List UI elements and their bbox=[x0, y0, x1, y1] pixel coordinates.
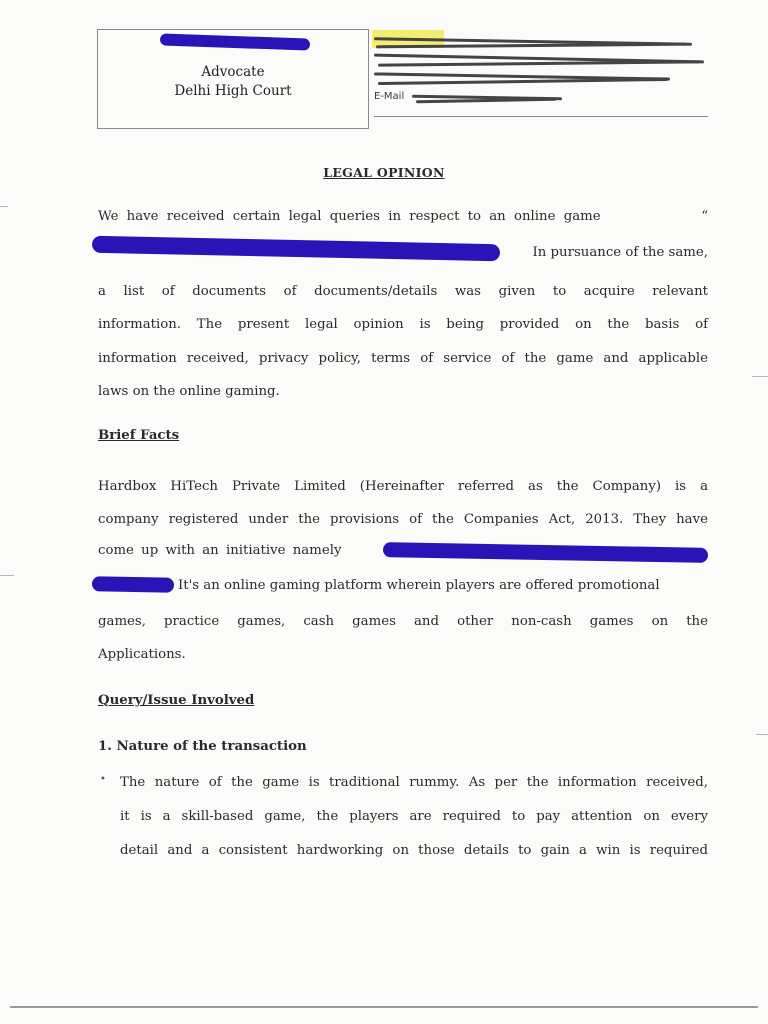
bullet-icon: • bbox=[100, 774, 106, 785]
margin-mark-left-1 bbox=[0, 206, 8, 207]
facts-text-4: It's an online gaming platform wherein players are offered promotional bbox=[178, 578, 660, 593]
intro-text-4: information. The present legal opinion is being provided on the basis of bbox=[98, 317, 708, 333]
redacted-name bbox=[160, 33, 310, 50]
email-label: E-Mail bbox=[374, 91, 405, 102]
contact-block bbox=[374, 34, 714, 106]
contact-row-email bbox=[374, 88, 714, 106]
facts-text-2: company registered under the provisions of the Companies Act, 2013. They have bbox=[98, 512, 708, 528]
quote-mark: “ bbox=[701, 209, 708, 224]
intro-text-5: information received, privacy policy, terms of service of the game and applicable bbox=[98, 350, 708, 366]
facts-text-6: Applications. bbox=[98, 647, 186, 663]
brief-facts-paragraph-top bbox=[98, 470, 708, 537]
intro-text-6: laws on the online gaming. bbox=[98, 383, 280, 399]
intro-text-3: a list of documents of documents/details was given to acquire relevant bbox=[98, 284, 708, 299]
page-title: LEGAL OPINION bbox=[323, 165, 445, 180]
intro-line-1 bbox=[98, 209, 708, 224]
nature-text-2: it is a skill-based game, the players are required to pay attention on every bbox=[120, 809, 708, 824]
nature-text-3: detail and a consistent hardworking on those details to gain a win is required bbox=[120, 843, 708, 858]
page-bottom-edge bbox=[10, 1006, 758, 1008]
nature-paragraph bbox=[120, 766, 708, 868]
intro-text-1: We have received certain legal queries in respect to an online game bbox=[98, 209, 601, 224]
margin-mark-left-2 bbox=[0, 575, 14, 576]
section-heading-query: Query/Issue Involved bbox=[98, 693, 255, 708]
intro-line-2: In pursuance of the same, bbox=[532, 245, 708, 260]
intro-paragraph bbox=[98, 275, 708, 408]
letterhead-box bbox=[97, 29, 369, 129]
letterhead-rule bbox=[374, 116, 708, 117]
contact-row-2 bbox=[374, 52, 714, 70]
letterhead-court: Delhi High Court bbox=[174, 83, 292, 99]
margin-mark-right-1 bbox=[752, 376, 768, 377]
redacted-initiative-name bbox=[383, 542, 708, 563]
nature-text-1: The nature of the game is traditional rummy. As per the information received, bbox=[120, 775, 708, 790]
section-heading-brief-facts: Brief Facts bbox=[98, 428, 180, 443]
redacted-game-name bbox=[92, 236, 500, 262]
item-heading-nature: 1. Nature of the transaction bbox=[98, 739, 307, 754]
facts-text-5: games, practice games, cash games and other non-cash games on the bbox=[98, 614, 708, 629]
facts-text-3: come up with an initiative namely bbox=[98, 543, 342, 558]
letterhead-title: Advocate bbox=[201, 64, 265, 80]
contact-row-3 bbox=[374, 70, 714, 88]
margin-mark-right-2 bbox=[756, 734, 768, 735]
facts-text-1: Hardbox HiTech Private Limited (Hereinafter referred as the Company) is a bbox=[98, 479, 708, 494]
redacted-initiative-name-2 bbox=[92, 576, 174, 592]
brief-facts-paragraph-bottom bbox=[98, 605, 708, 672]
contact-row-1 bbox=[374, 34, 714, 52]
